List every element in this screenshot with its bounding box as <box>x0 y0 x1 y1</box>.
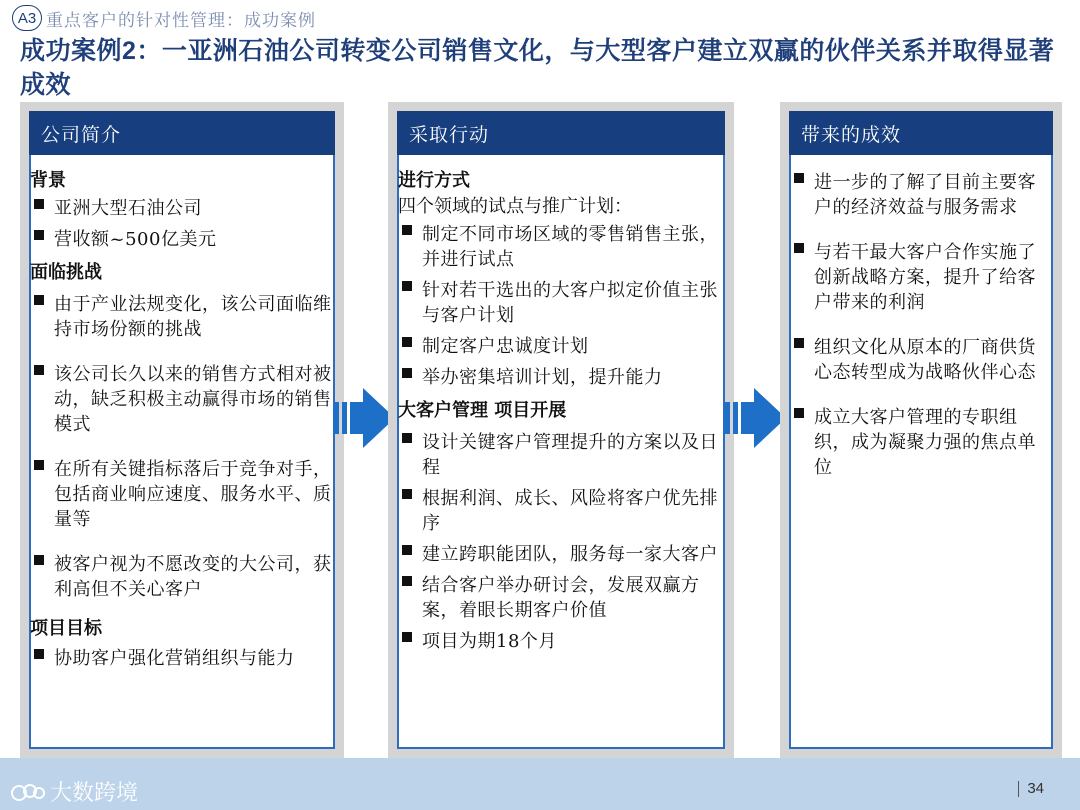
list-item: 与若干最大客户合作实施了创新战略方案，提升了给客户带来的利润 <box>790 240 1054 315</box>
section-heading: 进行方式 <box>398 170 470 191</box>
list-item: 由于产业法规变化，该公司面临维持市场份额的挑战 <box>30 292 336 342</box>
square-bullet-icon <box>794 408 804 418</box>
list-item: 项目为期18个月 <box>398 629 728 654</box>
list-item: 被客户视为不愿改变的大公司，获利高但不关心客户 <box>30 552 336 602</box>
list-item: 针对若干选出的大客户拟定价值主张与客户计划 <box>398 278 728 328</box>
section-heading: 大客户管理 项目开展 <box>398 400 567 421</box>
list-item: 设计关键客户管理提升的方案以及日程 <box>398 430 728 480</box>
square-bullet-icon <box>34 295 44 305</box>
list-item: 建立跨职能团队，服务每一家大客户 <box>398 542 728 567</box>
list-item: 举办密集培训计划，提升能力 <box>398 365 728 390</box>
title-rest: ：一亚洲石油公司转变公司销售文化，与大型客户建立双赢的伙伴关系并取得显著成效 <box>20 36 1055 99</box>
square-bullet-icon <box>34 365 44 375</box>
logo-icon <box>10 780 46 804</box>
column-company-profile <box>20 102 344 758</box>
square-bullet-icon <box>794 173 804 183</box>
square-bullet-icon <box>34 555 44 565</box>
square-bullet-icon <box>794 243 804 253</box>
list-item: 营收额~500亿美元 <box>30 227 336 252</box>
section-subtitle: 四个领域的试点与推广计划： <box>398 196 632 217</box>
column-header: 公司简介 <box>29 111 335 155</box>
list-item: 亚洲大型石油公司 <box>30 196 336 221</box>
list-item: 进一步的了解了目前主要客户的经济效益与服务需求 <box>790 170 1054 220</box>
square-bullet-icon <box>402 368 412 378</box>
column-body <box>30 164 336 671</box>
right-arrow-icon <box>333 388 395 448</box>
square-bullet-icon <box>794 338 804 348</box>
square-bullet-icon <box>402 545 412 555</box>
square-bullet-icon <box>402 632 412 642</box>
list-item: 组织文化从原本的厂商供货心态转型成为战略伙伴心态 <box>790 335 1054 385</box>
title-number: 2 <box>122 37 137 65</box>
square-bullet-icon <box>34 460 44 470</box>
list-item: 成立大客户管理的专职组织，成为凝聚力强的焦点单位 <box>790 405 1054 480</box>
square-bullet-icon <box>402 433 412 443</box>
footer-bar <box>0 758 1080 810</box>
list-item: 制定客户忠诚度计划 <box>398 334 728 359</box>
square-bullet-icon <box>34 230 44 240</box>
divider <box>1018 781 1020 797</box>
column-body <box>790 164 1054 480</box>
list-item: 该公司长久以来的销售方式相对被动，缺乏积极主动赢得市场的销售模式 <box>30 362 336 437</box>
footer-logo <box>10 776 138 807</box>
page-number: 34 <box>1018 780 1044 797</box>
section-heading: 背景 <box>30 170 66 191</box>
list-item: 结合客户举办研讨会，发展双赢方案，着眼长期客户价值 <box>398 573 728 623</box>
square-bullet-icon <box>402 281 412 291</box>
breadcrumb-text: 重点客户的针对性管理：成功案例 <box>46 10 316 31</box>
square-bullet-icon <box>402 489 412 499</box>
section-heading: 项目目标 <box>30 618 102 639</box>
logo-text: 大数跨境 <box>50 781 139 806</box>
page-title <box>20 34 1060 101</box>
breadcrumb <box>12 4 316 32</box>
square-bullet-icon <box>402 337 412 347</box>
section-badge: A3 <box>12 5 42 31</box>
square-bullet-icon <box>402 225 412 235</box>
square-bullet-icon <box>402 576 412 586</box>
square-bullet-icon <box>34 199 44 209</box>
column-header: 采取行动 <box>397 111 725 155</box>
square-bullet-icon <box>34 649 44 659</box>
list-item: 在所有关键指标落后于竞争对手，包括商业响应速度、服务水平、质量等 <box>30 457 336 532</box>
right-arrow-icon <box>724 388 786 448</box>
column-body <box>398 164 728 654</box>
list-item: 根据利润、成长、风险将客户优先排序 <box>398 486 728 536</box>
column-actions-taken <box>388 102 734 758</box>
column-results <box>780 102 1062 758</box>
column-header: 带来的成效 <box>789 111 1053 155</box>
list-item: 协助客户强化营销组织与能力 <box>30 646 336 671</box>
list-item: 制定不同市场区域的零售销售主张，并进行试点 <box>398 222 728 272</box>
title-prefix: 成功案例 <box>20 36 123 65</box>
section-heading: 面临挑战 <box>30 262 102 283</box>
